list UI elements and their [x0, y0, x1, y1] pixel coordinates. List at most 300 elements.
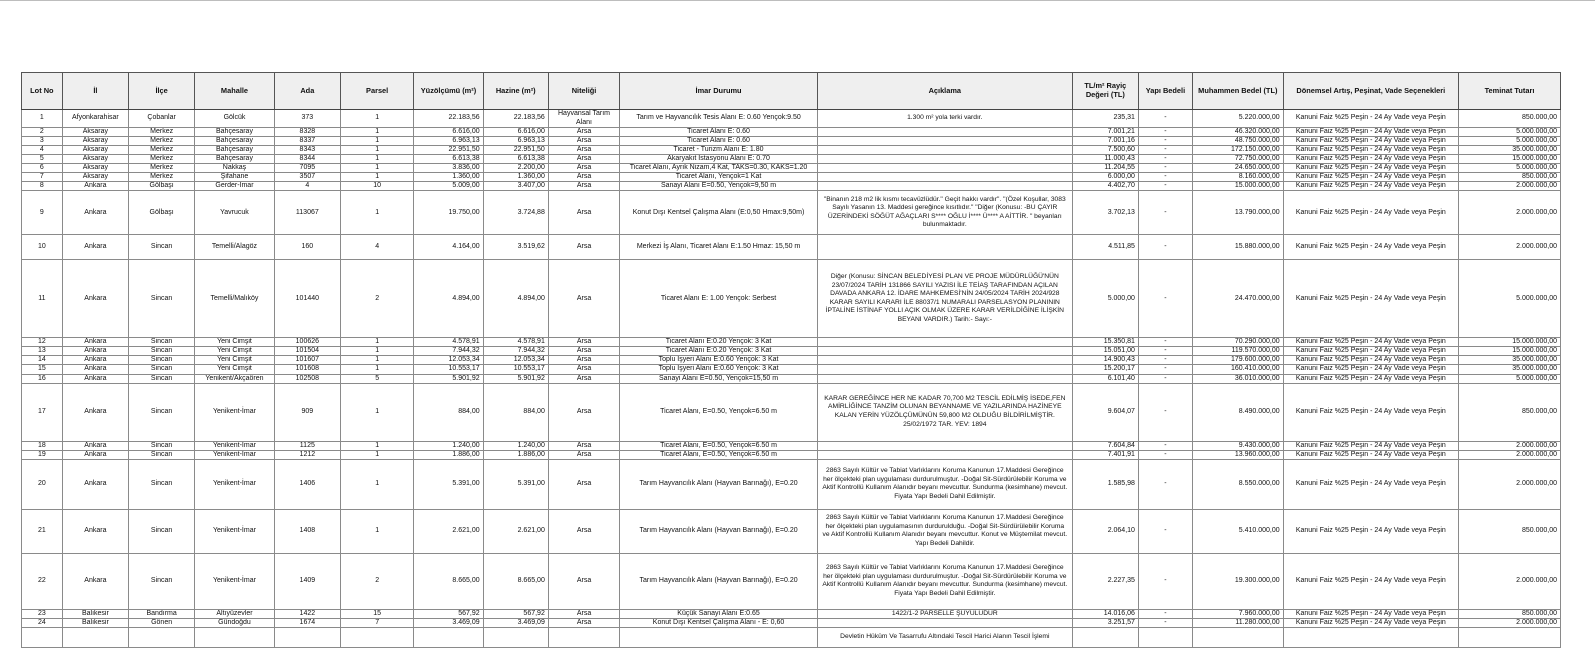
imar-durumu-cell: Sanayi Alanı E=0.50, Yençok=9,50 m — [620, 182, 818, 191]
il-cell: Ankara — [62, 182, 128, 191]
imar-durumu-cell: Ticaret Alanı E: 0.60 — [620, 137, 818, 146]
imar-durumu-cell: Konut Dışı Kentsel Çalışma Alanı - E: 0,60 — [620, 619, 818, 628]
aciklama-cell — [817, 356, 1072, 365]
hazine-cell: 3.469,09 — [483, 619, 548, 628]
hazine-cell: 567,92 — [483, 609, 548, 619]
teminat-tutari-cell: 5.000.000,00 — [1458, 137, 1560, 146]
table-row — [22, 509, 1561, 553]
imar-durumu-cell: Ticaret Alanı, E=0.50, Yençok=6.50 m — [620, 441, 818, 450]
ilce-cell: Merkez — [129, 146, 195, 155]
muhammen-bedel-cell: 8.160.000,00 — [1192, 173, 1283, 182]
mahalle-cell: Yeni Cimşit — [195, 365, 274, 374]
parsel-cell: 1 — [340, 356, 413, 365]
rayic-degeri-cell: 9.604,07 — [1072, 383, 1138, 441]
il-cell — [62, 628, 128, 648]
niteligi-cell: Arsa — [548, 374, 619, 383]
donemsel-artis-cell: Kanuni Faiz %25 Peşin - 24 Ay Vade veya Peşin — [1283, 110, 1458, 128]
table-row — [22, 235, 1561, 260]
imar-durumu-cell: Ticaret Alanı E: 0.60 — [620, 128, 818, 137]
il-cell: Aksaray — [62, 164, 128, 173]
donemsel-artis-cell: Kanuni Faiz %25 Peşin - 24 Ay Vade veya Peşin — [1283, 182, 1458, 191]
aciklama-cell: 1.300 m² yola terki vardır. — [817, 110, 1072, 128]
yuzolcumu-cell: 5.009,00 — [414, 182, 483, 191]
muhammen-bedel-cell: 13.960.000,00 — [1192, 450, 1283, 459]
teminat-tutari-cell — [1458, 628, 1560, 648]
rayic-degeri-cell: 15.051,00 — [1072, 347, 1138, 356]
hazine-cell: 3.519,62 — [483, 235, 548, 260]
muhammen-bedel-cell: 179.600.000,00 — [1192, 356, 1283, 365]
parsel-cell: 1 — [340, 155, 413, 164]
muhammen-bedel-cell: 8.550.000,00 — [1192, 459, 1283, 509]
lot-no-cell: 8 — [22, 182, 63, 191]
donemsel-artis-cell: Kanuni Faiz %25 Peşin - 24 Ay Vade veya Peşin — [1283, 553, 1458, 609]
rayic-degeri-cell: 14.016,06 — [1072, 609, 1138, 619]
yuzolcumu-cell: 6.963,13 — [414, 137, 483, 146]
parsel-cell — [340, 628, 413, 648]
rayic-degeri-cell: 5.000,00 — [1072, 260, 1138, 338]
donemsel-artis-cell: Kanuni Faiz %25 Peşin - 24 Ay Vade veya Peşin — [1283, 459, 1458, 509]
teminat-tutari-cell: 2.000.000,00 — [1458, 441, 1560, 450]
aciklama-cell — [817, 173, 1072, 182]
parsel-cell: 1 — [340, 173, 413, 182]
parsel-cell: 1 — [340, 146, 413, 155]
lot-no-cell: 9 — [22, 191, 63, 235]
mahalle-cell: Yenikent-İmar — [195, 509, 274, 553]
hazine-cell: 10.553,17 — [483, 365, 548, 374]
table-row — [22, 383, 1561, 441]
ilce-cell: Sincan — [129, 356, 195, 365]
il-cell: Ankara — [62, 235, 128, 260]
lot-no-cell: 2 — [22, 128, 63, 137]
ada-cell: 909 — [274, 383, 340, 441]
lot-no-cell: 21 — [22, 509, 63, 553]
il-cell: Aksaray — [62, 173, 128, 182]
donemsel-artis-cell: Kanuni Faiz %25 Peşin - 24 Ay Vade veya Peşin — [1283, 235, 1458, 260]
yuzolcumu-cell: 567,92 — [414, 609, 483, 619]
yuzolcumu-cell: 1.360,00 — [414, 173, 483, 182]
yuzolcumu-cell: 4.578,91 — [414, 338, 483, 347]
il-cell: Aksaray — [62, 155, 128, 164]
yapi-bedeli-cell: - — [1138, 164, 1192, 173]
teminat-tutari-cell: 2.000.000,00 — [1458, 182, 1560, 191]
muhammen-bedel-cell: 24.470.000,00 — [1192, 260, 1283, 338]
ada-cell: 101440 — [274, 260, 340, 338]
ilce-cell: Sincan — [129, 365, 195, 374]
yapi-bedeli-cell — [1138, 628, 1192, 648]
il-cell: Ankara — [62, 450, 128, 459]
parsel-cell: 1 — [340, 441, 413, 450]
ilce-cell: Merkez — [129, 173, 195, 182]
yuzolcumu-cell: 1.240,00 — [414, 441, 483, 450]
aciklama-cell — [817, 146, 1072, 155]
il-cell: Ankara — [62, 553, 128, 609]
yuzolcumu-cell: 5.901,92 — [414, 374, 483, 383]
mahalle-cell: Gündoğdu — [195, 619, 274, 628]
aciklama-cell — [817, 235, 1072, 260]
table-row — [22, 146, 1561, 155]
rayic-degeri-cell: 3.702,13 — [1072, 191, 1138, 235]
yapi-bedeli-cell: - — [1138, 191, 1192, 235]
hazine-cell — [483, 628, 548, 648]
teminat-tutari-cell: 2.000.000,00 — [1458, 459, 1560, 509]
mahalle-cell: Bahçesaray — [195, 155, 274, 164]
ilce-cell: Gönen — [129, 619, 195, 628]
lot-no-cell: 18 — [22, 441, 63, 450]
lot-no-cell: 5 — [22, 155, 63, 164]
rayic-degeri-cell: 7.500,60 — [1072, 146, 1138, 155]
header-il: İl — [62, 73, 128, 110]
mahalle-cell: Altıyüzevler — [195, 609, 274, 619]
parsel-cell: 10 — [340, 182, 413, 191]
rayic-degeri-cell: 235,31 — [1072, 110, 1138, 128]
yapi-bedeli-cell: - — [1138, 260, 1192, 338]
yuzolcumu-cell: 4.894,00 — [414, 260, 483, 338]
yuzolcumu-cell: 4.164,00 — [414, 235, 483, 260]
ada-cell: 101504 — [274, 347, 340, 356]
hazine-cell: 5.901,92 — [483, 374, 548, 383]
parsel-cell: 2 — [340, 260, 413, 338]
il-cell: Balıkesir — [62, 619, 128, 628]
teminat-tutari-cell: 5.000.000,00 — [1458, 128, 1560, 137]
rayic-degeri-cell: 6.101,40 — [1072, 374, 1138, 383]
niteligi-cell: Arsa — [548, 365, 619, 374]
mahalle-cell: Yenikent-İmar — [195, 553, 274, 609]
mahalle-cell: Yenikent-İmar — [195, 450, 274, 459]
ilce-cell: Merkez — [129, 164, 195, 173]
ilce-cell: Merkez — [129, 128, 195, 137]
imar-durumu-cell: Merkezi İş Alanı, Ticaret Alanı E:1.50 Hmaz: 15,50 m — [620, 235, 818, 260]
ada-cell: 1212 — [274, 450, 340, 459]
aciklama-cell: Devletin Hüküm Ve Tasarrufu Altındaki Tescil Harici Alanın Tescil İşlemi — [817, 628, 1072, 648]
muhammen-bedel-cell: 70.290.000,00 — [1192, 338, 1283, 347]
lot-no-cell: 1 — [22, 110, 63, 128]
imar-durumu-cell: Sanayi Alanı E=0.50, Yençok=15,50 m — [620, 374, 818, 383]
teminat-tutari-cell: 850.000,00 — [1458, 509, 1560, 553]
aciklama-cell — [817, 155, 1072, 164]
ilce-cell: Sincan — [129, 338, 195, 347]
lot-no-cell: 20 — [22, 459, 63, 509]
yuzolcumu-cell: 12.053,34 — [414, 356, 483, 365]
niteligi-cell: Arsa — [548, 441, 619, 450]
muhammen-bedel-cell: 15.000.000,00 — [1192, 182, 1283, 191]
imar-durumu-cell: Ticaret Alanı, Yençok=1 Kat — [620, 173, 818, 182]
yapi-bedeli-cell: - — [1138, 609, 1192, 619]
ilce-cell: Sincan — [129, 553, 195, 609]
aciklama-cell — [817, 441, 1072, 450]
table-row — [22, 182, 1561, 191]
parsel-cell: 1 — [340, 509, 413, 553]
niteligi-cell: Arsa — [548, 173, 619, 182]
niteligi-cell: Arsa — [548, 164, 619, 173]
rayic-degeri-cell: 2.227,35 — [1072, 553, 1138, 609]
lot-no-cell: 3 — [22, 137, 63, 146]
parsel-cell: 1 — [340, 338, 413, 347]
imar-durumu-cell: Ticaret - Turizm Alanı E: 1.80 — [620, 146, 818, 155]
parsel-cell: 4 — [340, 235, 413, 260]
muhammen-bedel-cell: 48.750.000,00 — [1192, 137, 1283, 146]
lot-no-cell: 10 — [22, 235, 63, 260]
ilce-cell: Sincan — [129, 459, 195, 509]
hazine-cell: 884,00 — [483, 383, 548, 441]
header-row — [22, 73, 1561, 110]
rayic-degeri-cell: 15.200,17 — [1072, 365, 1138, 374]
imar-durumu-cell — [620, 628, 818, 648]
aciklama-cell — [817, 182, 1072, 191]
niteligi-cell: Arsa — [548, 137, 619, 146]
aciklama-cell — [817, 365, 1072, 374]
aciklama-cell — [817, 137, 1072, 146]
hazine-cell: 8.665,00 — [483, 553, 548, 609]
sale-list-sheet — [21, 72, 1561, 671]
table-row — [22, 110, 1561, 128]
mahalle-cell: Bahçesaray — [195, 128, 274, 137]
yuzolcumu-cell: 3.836,00 — [414, 164, 483, 173]
il-cell: Ankara — [62, 374, 128, 383]
imar-durumu-cell: Ticaret Alanı E: 1.00 Yençok: Serbest — [620, 260, 818, 338]
donemsel-artis-cell: Kanuni Faiz %25 Peşin - 24 Ay Vade veya Peşin — [1283, 191, 1458, 235]
teminat-tutari-cell: 2.000.000,00 — [1458, 235, 1560, 260]
mahalle-cell: Yenikent-İmar — [195, 383, 274, 441]
lot-no-cell: 17 — [22, 383, 63, 441]
aciklama-cell — [817, 374, 1072, 383]
donemsel-artis-cell: Kanuni Faiz %25 Peşin - 24 Ay Vade veya Peşin — [1283, 338, 1458, 347]
header-yuzolcumu: Yüzölçümü (m²) — [414, 73, 483, 110]
muhammen-bedel-cell: 119.570.000,00 — [1192, 347, 1283, 356]
yapi-bedeli-cell: - — [1138, 441, 1192, 450]
niteligi-cell: Arsa — [548, 128, 619, 137]
muhammen-bedel-cell — [1192, 628, 1283, 648]
mahalle-cell: Bahçesaray — [195, 146, 274, 155]
hazine-cell: 1.240,00 — [483, 441, 548, 450]
hazine-cell: 6.963,13 — [483, 137, 548, 146]
rayic-degeri-cell: 11.000,43 — [1072, 155, 1138, 164]
lot-no-cell: 11 — [22, 260, 63, 338]
parsel-cell: 15 — [340, 609, 413, 619]
imar-durumu-cell: Ticaret Alanı, E=0.50, Yençok=6.50 m — [620, 383, 818, 441]
yapi-bedeli-cell: - — [1138, 128, 1192, 137]
hazine-cell: 22.951,50 — [483, 146, 548, 155]
ilce-cell: Bandırma — [129, 609, 195, 619]
il-cell: Aksaray — [62, 137, 128, 146]
teminat-tutari-cell: 35.000.000,00 — [1458, 146, 1560, 155]
lot-no-cell — [22, 628, 63, 648]
teminat-tutari-cell: 850.000,00 — [1458, 173, 1560, 182]
rayic-degeri-cell: 3.251,57 — [1072, 619, 1138, 628]
table-row — [22, 609, 1561, 619]
ada-cell: 113067 — [274, 191, 340, 235]
muhammen-bedel-cell: 24.650.000,00 — [1192, 164, 1283, 173]
imar-durumu-cell: Ticaret Alanı, Ayrık Nizam,4 Kat, TAKS=0.30, KAKS=1.20 — [620, 164, 818, 173]
mahalle-cell: Şifahane — [195, 173, 274, 182]
header-parsel: Parsel — [340, 73, 413, 110]
property-sale-table — [21, 72, 1561, 648]
il-cell: Ankara — [62, 459, 128, 509]
yuzolcumu-cell: 2.621,00 — [414, 509, 483, 553]
donemsel-artis-cell: Kanuni Faiz %25 Peşin - 24 Ay Vade veya Peşin — [1283, 450, 1458, 459]
lot-no-cell: 15 — [22, 365, 63, 374]
mahalle-cell: Temelli/Malıköy — [195, 260, 274, 338]
muhammen-bedel-cell: 13.790.000,00 — [1192, 191, 1283, 235]
niteligi-cell: Arsa — [548, 182, 619, 191]
aciklama-cell: KARAR GEREĞİNCE HER NE KADAR 70,700 M2 TESCİL EDİLMİŞ İSEDE,FEN AMİRLİĞİNCE TANZİM OLUNAN BEYANNAME VE YAZILARINDA HAZİNEYE KALAN YERİN YÜZÖLÇÜMÜNÜN 59,800 M2 OLDUĞU BİLDİRİLMİŞTİR. 25/02/1972 TAR. YEV: 1894 — [817, 383, 1072, 441]
header-yapi-bedeli: Yapı Bedeli — [1138, 73, 1192, 110]
ada-cell: 8328 — [274, 128, 340, 137]
muhammen-bedel-cell: 5.220.000,00 — [1192, 110, 1283, 128]
hazine-cell: 4.894,00 — [483, 260, 548, 338]
lot-no-cell: 12 — [22, 338, 63, 347]
il-cell: Ankara — [62, 441, 128, 450]
mahalle-cell: Yeni Cimşit — [195, 338, 274, 347]
teminat-tutari-cell: 35.000.000,00 — [1458, 365, 1560, 374]
teminat-tutari-cell: 850.000,00 — [1458, 110, 1560, 128]
il-cell: Aksaray — [62, 128, 128, 137]
ilce-cell: Sincan — [129, 374, 195, 383]
yapi-bedeli-cell: - — [1138, 374, 1192, 383]
parsel-cell: 7 — [340, 619, 413, 628]
header-ilce: İlçe — [129, 73, 195, 110]
ada-cell: 1674 — [274, 619, 340, 628]
parsel-cell: 1 — [340, 383, 413, 441]
ada-cell: 101608 — [274, 365, 340, 374]
il-cell: Ankara — [62, 365, 128, 374]
ada-cell: 160 — [274, 235, 340, 260]
yuzolcumu-cell — [414, 628, 483, 648]
header-donemsel-artis: Dönemsel Artış, Peşinat, Vade Seçenekleri — [1283, 73, 1458, 110]
rayic-degeri-cell: 1.585,98 — [1072, 459, 1138, 509]
table-body — [22, 110, 1561, 648]
muhammen-bedel-cell: 160.410.000,00 — [1192, 365, 1283, 374]
ada-cell: 100626 — [274, 338, 340, 347]
yuzolcumu-cell: 884,00 — [414, 383, 483, 441]
il-cell: Ankara — [62, 338, 128, 347]
muhammen-bedel-cell: 72.750.000,00 — [1192, 155, 1283, 164]
niteligi-cell: Hayvansal Tarım Alanı — [548, 110, 619, 128]
muhammen-bedel-cell: 5.410.000,00 — [1192, 509, 1283, 553]
muhammen-bedel-cell: 11.280.000,00 — [1192, 619, 1283, 628]
mahalle-cell: Nakkaş — [195, 164, 274, 173]
table-row — [22, 356, 1561, 365]
niteligi-cell: Arsa — [548, 347, 619, 356]
table-row — [22, 137, 1561, 146]
ilce-cell: Gölbaşı — [129, 182, 195, 191]
yapi-bedeli-cell: - — [1138, 509, 1192, 553]
ada-cell: 8344 — [274, 155, 340, 164]
donemsel-artis-cell: Kanuni Faiz %25 Peşin - 24 Ay Vade veya Peşin — [1283, 383, 1458, 441]
teminat-tutari-cell: 35.000.000,00 — [1458, 356, 1560, 365]
ilce-cell: Sincan — [129, 383, 195, 441]
imar-durumu-cell: Tarım Hayvancılık Alanı (Hayvan Barınağı), E=0.20 — [620, 509, 818, 553]
donemsel-artis-cell: Kanuni Faiz %25 Peşin - 24 Ay Vade veya Peşin — [1283, 164, 1458, 173]
rayic-degeri-cell: 7.604,84 — [1072, 441, 1138, 450]
teminat-tutari-cell: 15.000.000,00 — [1458, 155, 1560, 164]
hazine-cell: 2.200,00 — [483, 164, 548, 173]
imar-durumu-cell: Tarım Hayvancılık Alanı (Hayvan Barınağı), E=0.20 — [620, 553, 818, 609]
teminat-tutari-cell: 2.000.000,00 — [1458, 619, 1560, 628]
table-row — [22, 128, 1561, 137]
aciklama-cell — [817, 619, 1072, 628]
hazine-cell: 3.724,88 — [483, 191, 548, 235]
parsel-cell: 1 — [340, 110, 413, 128]
mahalle-cell: Bahçesaray — [195, 137, 274, 146]
table-row — [22, 619, 1561, 628]
table-row — [22, 191, 1561, 235]
hazine-cell: 4.578,91 — [483, 338, 548, 347]
lot-no-cell: 16 — [22, 374, 63, 383]
table-row — [22, 374, 1561, 383]
imar-durumu-cell: Ticaret Alanı E:0.20 Yençok: 3 Kat — [620, 347, 818, 356]
rayic-degeri-cell — [1072, 628, 1138, 648]
parsel-cell: 5 — [340, 374, 413, 383]
donemsel-artis-cell: Kanuni Faiz %25 Peşin - 24 Ay Vade veya Peşin — [1283, 365, 1458, 374]
yapi-bedeli-cell: - — [1138, 383, 1192, 441]
table-row — [22, 628, 1561, 648]
donemsel-artis-cell: Kanuni Faiz %25 Peşin - 24 Ay Vade veya Peşin — [1283, 128, 1458, 137]
yapi-bedeli-cell: - — [1138, 235, 1192, 260]
donemsel-artis-cell: Kanuni Faiz %25 Peşin - 24 Ay Vade veya Peşin — [1283, 347, 1458, 356]
hazine-cell: 6.616,00 — [483, 128, 548, 137]
imar-durumu-cell: Toplu İşyeri Alanı E:0.60 Yençok: 3 Kat — [620, 365, 818, 374]
lot-no-cell: 6 — [22, 164, 63, 173]
yapi-bedeli-cell: - — [1138, 182, 1192, 191]
table-row — [22, 155, 1561, 164]
hazine-cell: 12.053,34 — [483, 356, 548, 365]
ada-cell: 373 — [274, 110, 340, 128]
aciklama-cell: 2863 Sayılı Kültür ve Tabiat Varlıklarını Koruma Kanunun 17.Maddesi Gereğince her ölçekteki plan uygulamasının durdurulduğu. -Doğal Sit-Sürdürülebilir Koruma ve Aktif Kontrollü Kullanım Alanıdır beyanı mevcuttur. Konut ve Müştemilat mevcut. Yapı Bedeli Dahildir. — [817, 509, 1072, 553]
ilce-cell: Sincan — [129, 441, 195, 450]
niteligi-cell: Arsa — [548, 509, 619, 553]
imar-durumu-cell: Akaryakıt İstasyonu Alanı E: 0.70 — [620, 155, 818, 164]
ada-cell: 7095 — [274, 164, 340, 173]
imar-durumu-cell: Ticaret Alanı, E=0.50, Yençok=6.50 m — [620, 450, 818, 459]
table-row — [22, 450, 1561, 459]
ada-cell: 3507 — [274, 173, 340, 182]
teminat-tutari-cell: 5.000.000,00 — [1458, 374, 1560, 383]
imar-durumu-cell: Ticaret Alanı E:0.20 Yençok: 3 Kat — [620, 338, 818, 347]
muhammen-bedel-cell: 15.880.000,00 — [1192, 235, 1283, 260]
mahalle-cell — [195, 628, 274, 648]
ilce-cell: Merkez — [129, 137, 195, 146]
imar-durumu-cell: Tarım Hayvancılık Alanı (Hayvan Barınağı), E=0.20 — [620, 459, 818, 509]
teminat-tutari-cell: 5.000.000,00 — [1458, 260, 1560, 338]
teminat-tutari-cell: 2.000.000,00 — [1458, 191, 1560, 235]
yuzolcumu-cell: 6.616,00 — [414, 128, 483, 137]
teminat-tutari-cell: 2.000.000,00 — [1458, 553, 1560, 609]
ada-cell: 1422 — [274, 609, 340, 619]
teminat-tutari-cell: 850.000,00 — [1458, 609, 1560, 619]
donemsel-artis-cell: Kanuni Faiz %25 Peşin - 24 Ay Vade veya Peşin — [1283, 260, 1458, 338]
donemsel-artis-cell: Kanuni Faiz %25 Peşin - 24 Ay Vade veya Peşin — [1283, 619, 1458, 628]
ada-cell — [274, 628, 340, 648]
il-cell: Ankara — [62, 347, 128, 356]
yuzolcumu-cell: 7.944,32 — [414, 347, 483, 356]
donemsel-artis-cell: Kanuni Faiz %25 Peşin - 24 Ay Vade veya Peşin — [1283, 146, 1458, 155]
ilce-cell: Sincan — [129, 450, 195, 459]
muhammen-bedel-cell: 36.010.000,00 — [1192, 374, 1283, 383]
yapi-bedeli-cell: - — [1138, 553, 1192, 609]
lot-no-cell: 4 — [22, 146, 63, 155]
yuzolcumu-cell: 6.613,38 — [414, 155, 483, 164]
parsel-cell: 1 — [340, 450, 413, 459]
il-cell: Ankara — [62, 383, 128, 441]
mahalle-cell: Temelli/Alagöz — [195, 235, 274, 260]
imar-durumu-cell: Toplu İşyeri Alanı E:0.60 Yençok: 3 Kat — [620, 356, 818, 365]
parsel-cell: 1 — [340, 365, 413, 374]
niteligi-cell: Arsa — [548, 191, 619, 235]
rayic-degeri-cell: 2.064,10 — [1072, 509, 1138, 553]
donemsel-artis-cell: Kanuni Faiz %25 Peşin - 24 Ay Vade veya Peşin — [1283, 509, 1458, 553]
aciklama-cell: Diğer (Konusu: SİNCAN BELEDİYESİ PLAN VE PROJE MÜDÜRLÜĞÜ'NÜN 23/07/2024 TARİH 131866 SAYILI YAZISI İLE TEİAŞ TARAFINDAN AÇILAN DAVADA ANKARA 12. İDARE MAHKEMESİ'NİN 24/05/2024 TARİH 2024/928 KARAR SAYILI KARARI İLE 88037/1 NUMARALI PARSELASYON PLANININ İPTALİNE İSTİNAF YOLLI AÇIK OLMAK ÜZERE KARAR VERİLDİĞİNE İLİŞKİN BEYANI VARDIR.) Tarih:- Sayı:- — [817, 260, 1072, 338]
donemsel-artis-cell: Kanuni Faiz %25 Peşin - 24 Ay Vade veya Peşin — [1283, 137, 1458, 146]
